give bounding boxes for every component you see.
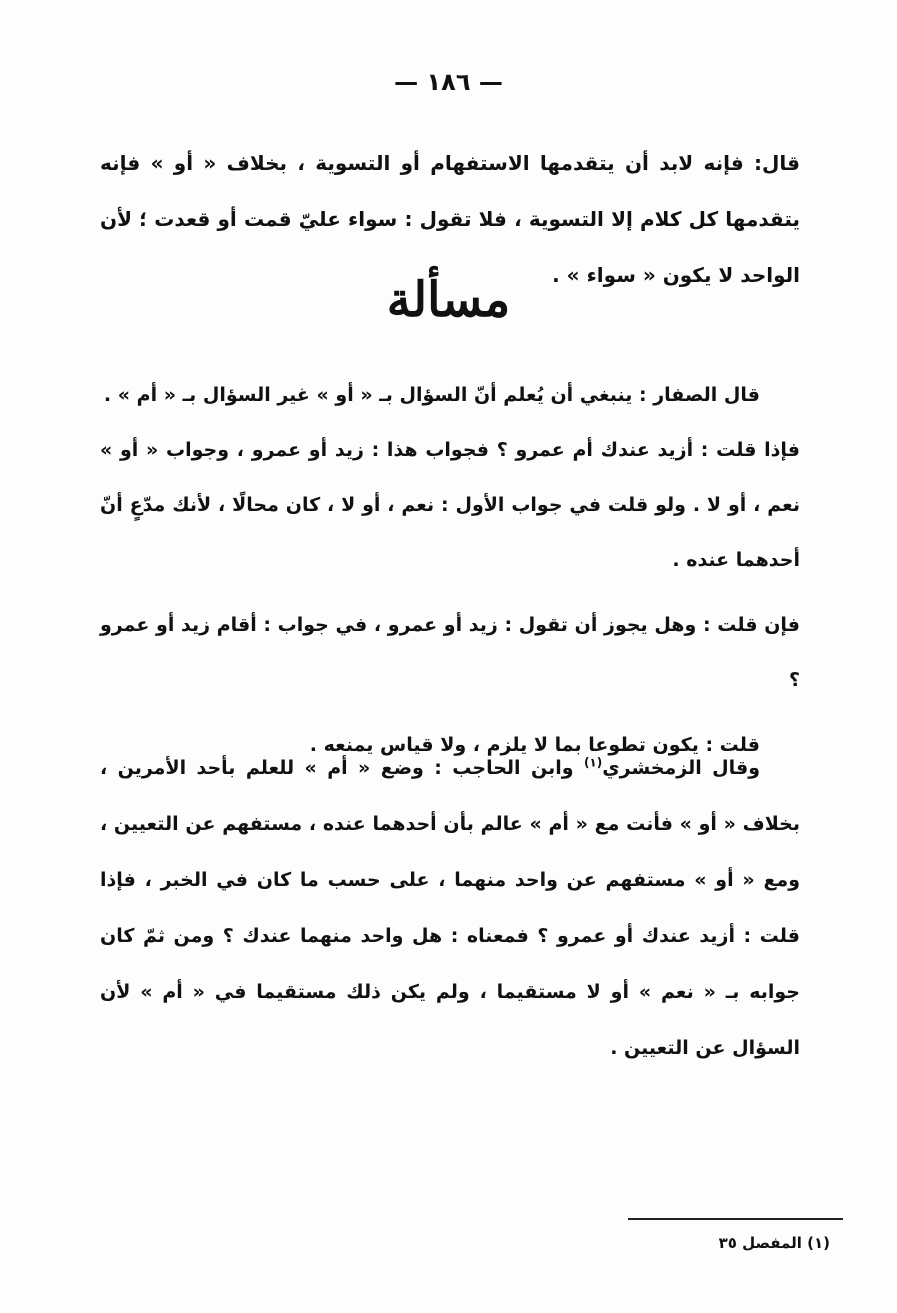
paragraph-question: فإن قلت : وهل يجوز أن تقول : زيد أو عمرو ، في جواب : أقام زيد أو عمرو ؟: [100, 614, 800, 691]
zamakhshari-lead: وقال الزمخشري: [602, 757, 761, 779]
page-number: — ١٨٦ —: [394, 68, 503, 96]
section-heading: مسألة: [386, 272, 511, 328]
intro-paragraph: قال: فإنه لابد أن يتقدمها الاستفهام أو التسوية ، بخلاف « أو » فإنه يتقدمها كل كلام إلا التسوية ، فلا تقول : سواء عليّ قمت أو قعدت ؛ لأن الواحد لا يكون « سواء » .: [100, 151, 800, 287]
paragraph-reply: قلت : يكون تطوعا بما لا يلزم ، ولا قياس يمنعه .: [309, 734, 760, 756]
paragraph-zamakhshari-text: [100, 740, 800, 1076]
footnote-divider: [628, 1218, 843, 1220]
footnote-reference: (١): [583, 755, 603, 770]
footnote: (١) المفصل ٣٥: [718, 1234, 830, 1252]
paragraph-saffar: قال الصفار : ينبغي أن يُعلم أنّ السؤال بـ « أو » غير السؤال بـ « أم » .: [103, 384, 760, 406]
paragraph-answer: فإذا قلت : أزيد عندك أم عمرو ؟ فجواب هذا : زيد أو عمرو ، وجواب « أو » نعم ، أو لا . ولو قلت في جواب الأول : نعم ، أو لا ، كان محالًا ، لأنك مدّعٍ أنّ أحدهما عنده .: [100, 439, 800, 571]
section-body: [100, 368, 800, 773]
paragraph-zamakhshari: [100, 740, 800, 1076]
zamakhshari-rest: وابن الحاجب : وضع « أم » للعلم بأحد الأمرين ، بخلاف « أو » فأنت مع « أم » عالم بأن أحدهما عنده ، مستفهم عن التعيين ، ومع « أو » مستفهم عن واحد منهما ، على حسب ما كان في الخبر ، فإذا قلت : أزيد عندك أو عمرو ؟ فمعناه : هل واحد منهما عندك ؟ ومن ثمّ كان جوابه بـ « نعم » أو لا مستقيما ، ولم يكن ذلك مستقيما في « أم » لأن السؤال عن التعيين .: [100, 757, 800, 1059]
